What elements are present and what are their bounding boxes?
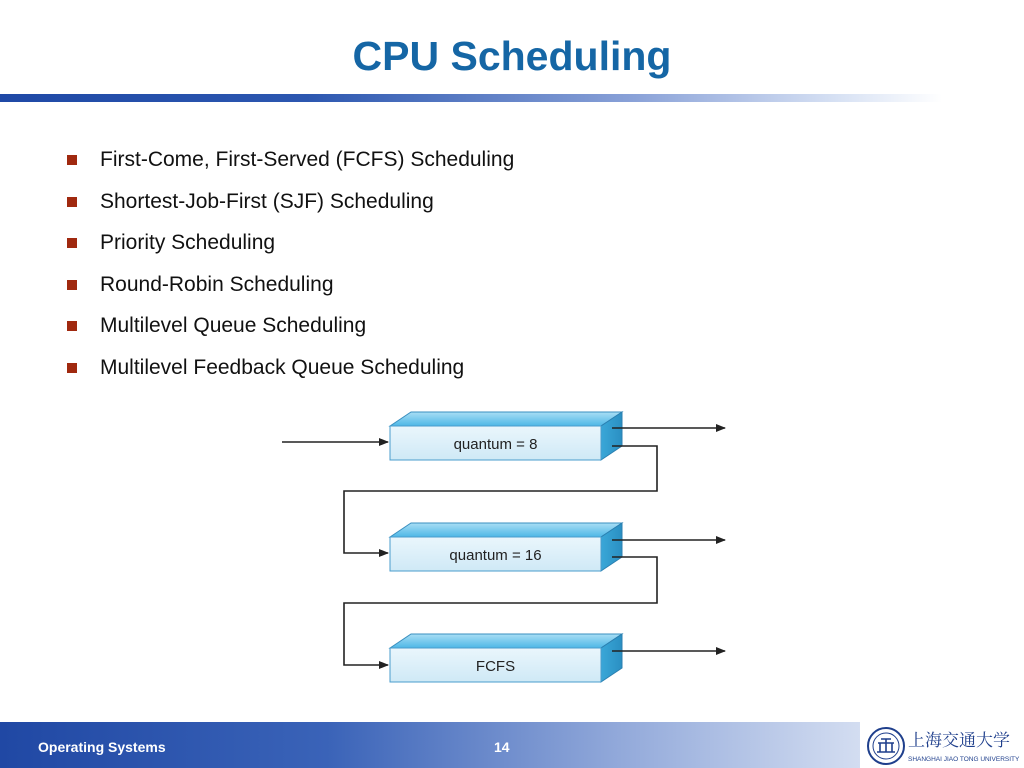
bullet-text: First-Come, First-Served (FCFS) Scheduling: [100, 148, 515, 171]
slide-title: CPU Scheduling: [352, 33, 672, 79]
bullet-text: Priority Scheduling: [100, 231, 276, 254]
bullet-text: Round-Robin Scheduling: [100, 272, 334, 296]
queue-box-quantum-8: [390, 412, 622, 460]
logo-english-name: SHANGHAI JIAO TONG UNIVERSITY: [908, 756, 1020, 763]
bullet-text: Multilevel Queue Scheduling: [100, 314, 367, 337]
queue-label: quantum = 8: [453, 436, 538, 453]
queue-box-quantum-16: [390, 523, 622, 571]
page-number: 14: [494, 739, 510, 755]
queue-label: FCFS: [475, 658, 516, 675]
footer-course-title: Operating Systems: [38, 739, 166, 755]
queue-label: quantum = 16: [449, 547, 542, 564]
university-logo: [864, 724, 1024, 768]
logo-chinese-name: 上海交通大学: [908, 731, 1010, 751]
bullet-text: Multilevel Feedback Queue Scheduling: [100, 355, 465, 379]
bullet-text: Shortest-Job-First (SJF) Scheduling: [100, 189, 434, 213]
queue-box-fcfs: [390, 634, 622, 682]
seal-icon: [868, 728, 904, 764]
